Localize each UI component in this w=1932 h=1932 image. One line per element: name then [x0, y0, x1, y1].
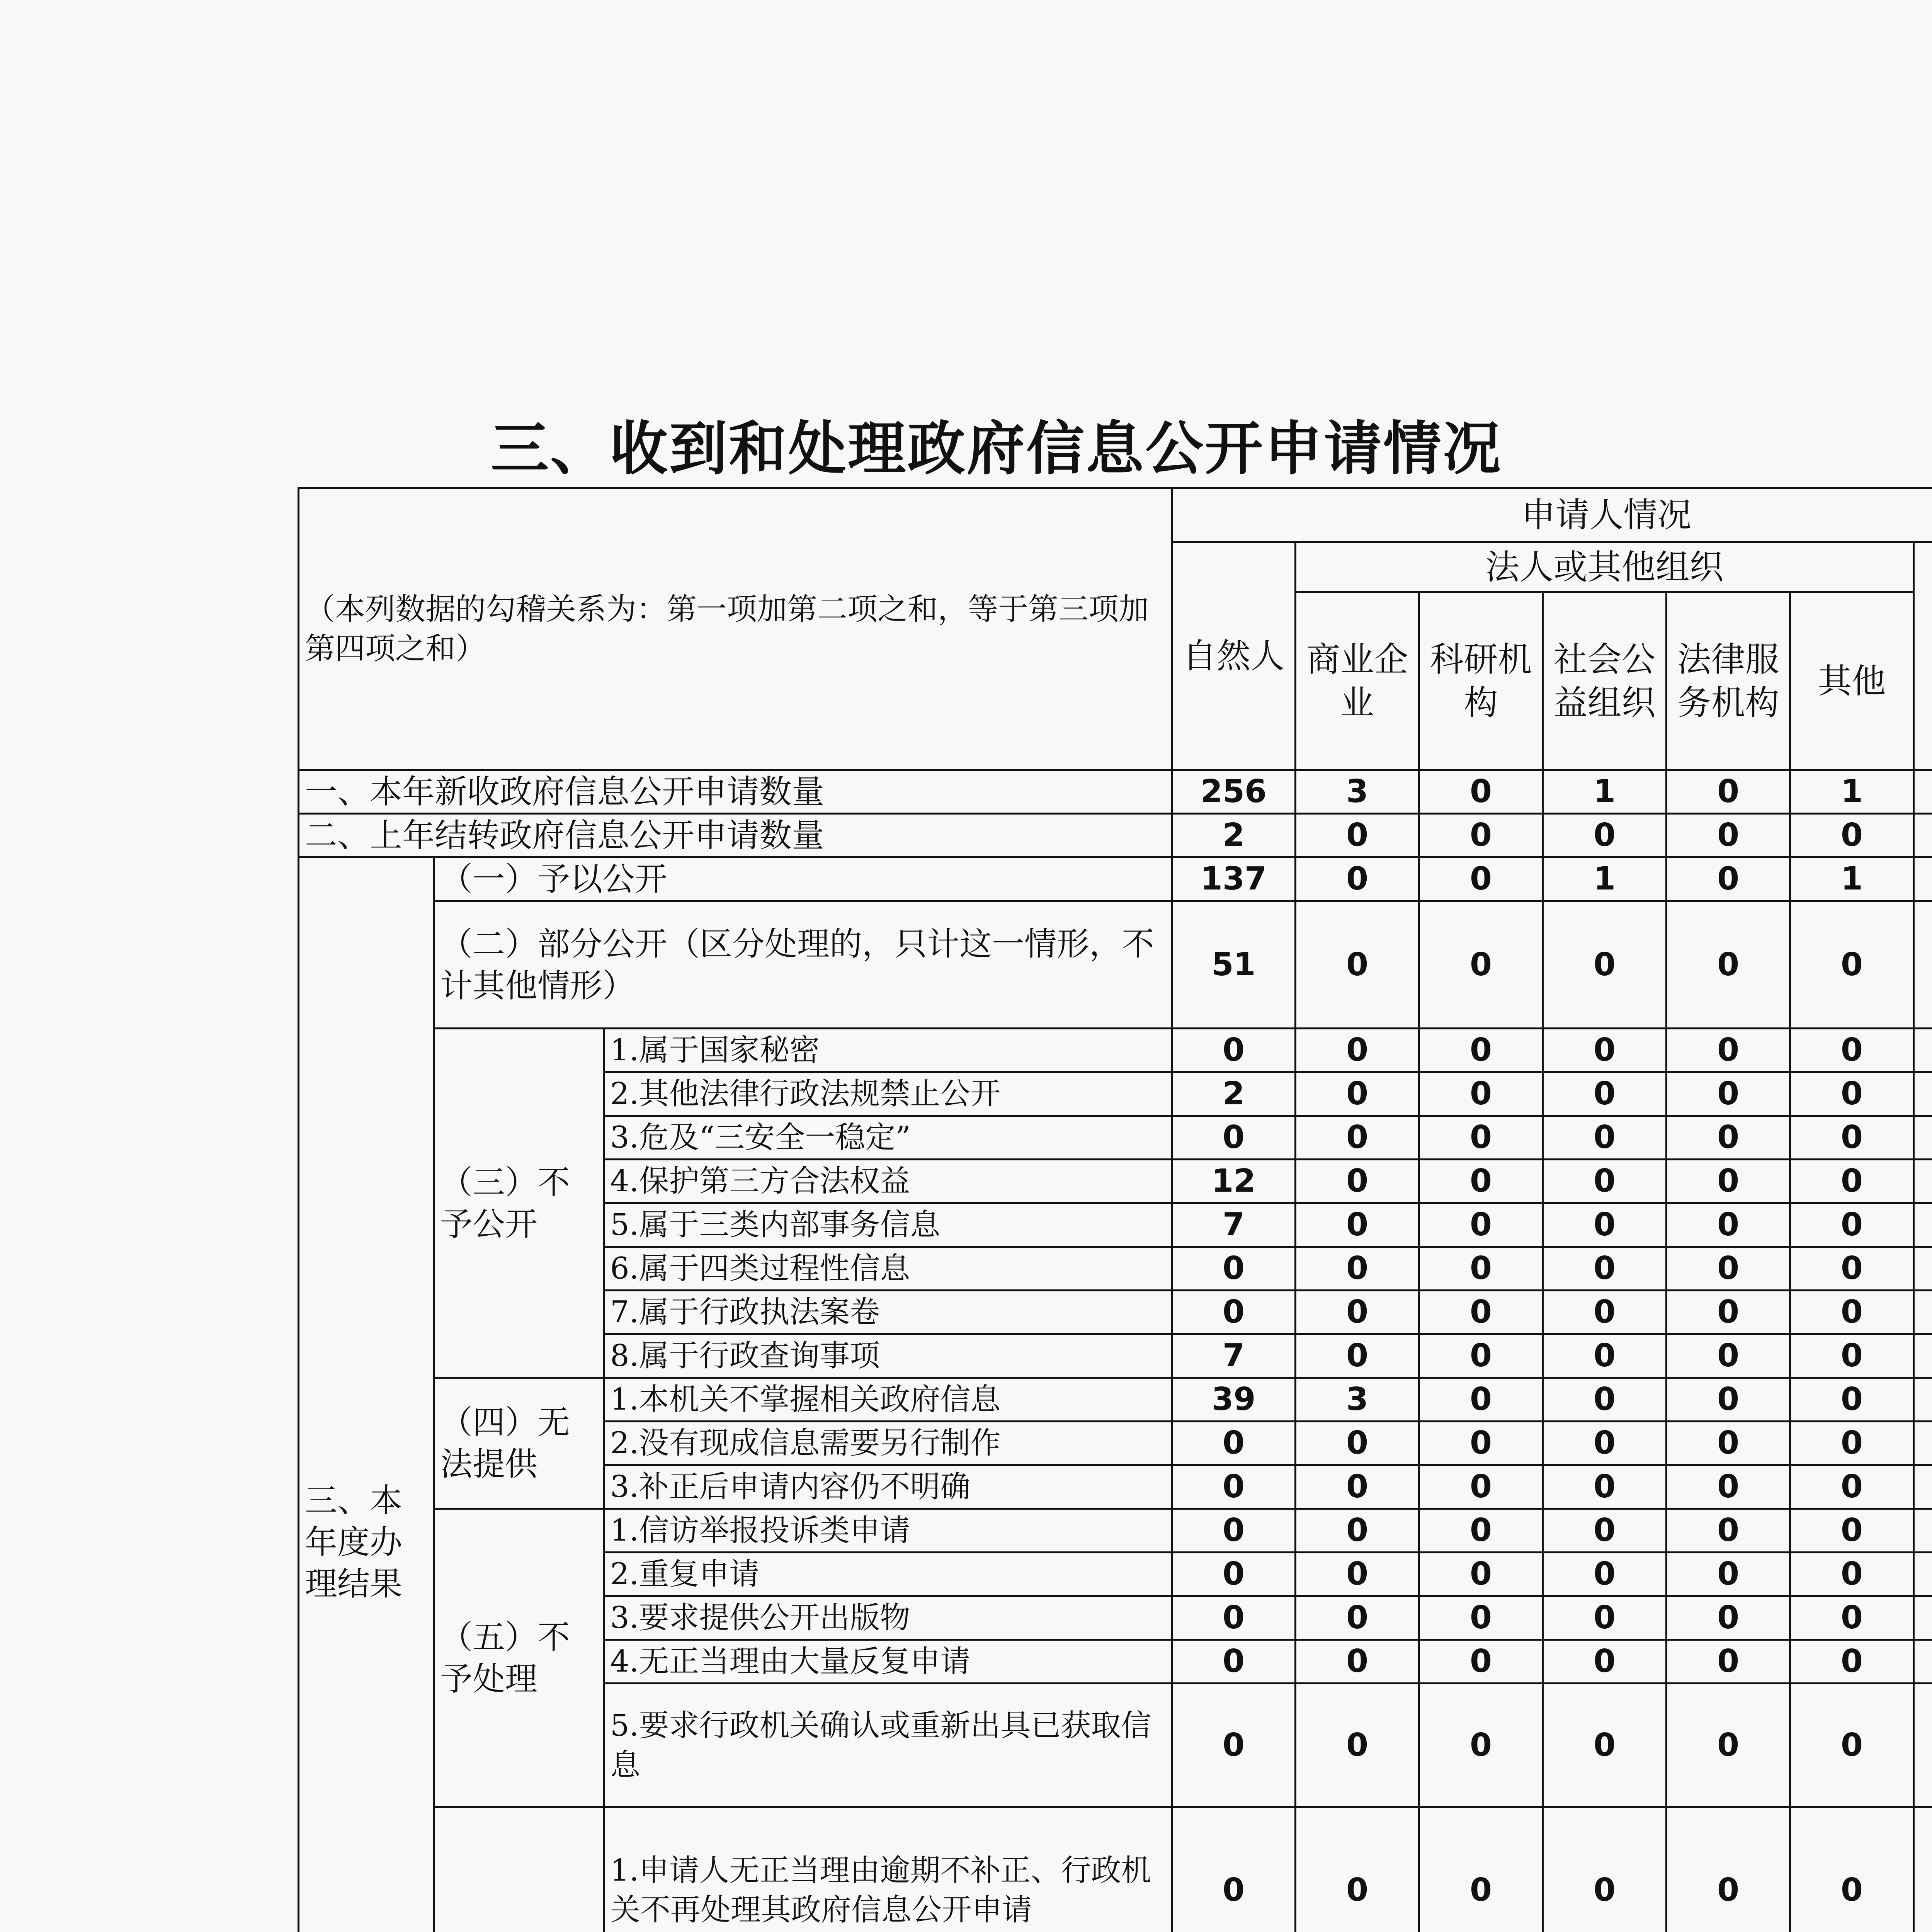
value-cell [1914, 1247, 1932, 1291]
value-cell: 0 [1790, 1422, 1914, 1465]
value-cell: 0 [1667, 814, 1790, 857]
value-cell: 0 [1667, 1684, 1790, 1807]
value-cell [1914, 1553, 1932, 1596]
section3-title: 三、收到和处理政府信息公开申请情况 [491, 415, 1503, 483]
value-cell: 0 [1296, 1334, 1419, 1378]
value-cell: 0 [1543, 1116, 1667, 1160]
value-cell: 3 [1296, 770, 1419, 814]
value-cell: 0 [1419, 1160, 1543, 1203]
row-carry-label: 二、上年结转政府信息公开申请数量 [299, 814, 1172, 857]
value-cell: 0 [1790, 1465, 1914, 1509]
header-applicant: 申请人情况 [1172, 488, 1932, 542]
reason-label: 2.重复申请 [604, 1553, 1172, 1596]
value-cell [1914, 901, 1932, 1029]
value-cell [1914, 770, 1932, 814]
value-cell: 0 [1419, 901, 1543, 1029]
value-cell: 1 [1790, 857, 1914, 901]
reason-label: 8.属于行政查询事项 [604, 1334, 1172, 1378]
value-cell: 0 [1543, 1807, 1667, 1932]
value-cell: 0 [1543, 814, 1667, 857]
value-cell: 0 [1667, 1553, 1790, 1596]
value-cell: 0 [1667, 1465, 1790, 1509]
value-cell [1914, 1334, 1932, 1378]
reason-label: 3.危及“三安全一稳定” [604, 1116, 1172, 1160]
header-other: 其他 [1790, 592, 1914, 770]
value-cell: 0 [1667, 1509, 1790, 1553]
value-cell: 0 [1790, 1203, 1914, 1247]
value-cell: 0 [1172, 1684, 1296, 1807]
value-cell: 0 [1790, 1029, 1914, 1072]
value-cell: 0 [1790, 1116, 1914, 1160]
value-cell: 0 [1419, 857, 1543, 901]
value-cell [1914, 1029, 1932, 1072]
value-cell [1914, 857, 1932, 901]
value-cell: 0 [1543, 1160, 1667, 1203]
value-cell: 0 [1790, 1596, 1914, 1640]
value-cell: 51 [1172, 901, 1296, 1029]
value-cell: 0 [1172, 1553, 1296, 1596]
value-cell: 0 [1667, 1116, 1790, 1160]
value-cell: 0 [1543, 1596, 1667, 1640]
value-cell: 0 [1790, 1807, 1914, 1932]
value-cell: 0 [1543, 1684, 1667, 1807]
value-cell: 0 [1419, 1291, 1543, 1334]
value-cell: 0 [1419, 1509, 1543, 1553]
value-cell: 0 [1667, 901, 1790, 1029]
value-cell: 0 [1790, 1334, 1914, 1378]
reason-label: 7.属于行政执法案卷 [604, 1291, 1172, 1334]
value-cell: 0 [1667, 1640, 1790, 1684]
value-cell: 0 [1296, 1247, 1419, 1291]
value-cell: 0 [1296, 1422, 1419, 1465]
value-cell: 0 [1296, 1509, 1419, 1553]
value-cell: 0 [1296, 1160, 1419, 1203]
value-cell: 0 [1543, 1640, 1667, 1684]
value-cell: 0 [1419, 770, 1543, 814]
header-natural: 自然人 [1172, 542, 1296, 770]
value-cell: 0 [1790, 1247, 1914, 1291]
value-cell: 0 [1419, 1334, 1543, 1378]
value-cell: 39 [1172, 1378, 1296, 1422]
group-unable-label: （四）无法提供 [434, 1378, 604, 1509]
value-cell: 0 [1296, 1116, 1419, 1160]
value-cell [1914, 1422, 1932, 1465]
value-cell: 1 [1543, 770, 1667, 814]
value-cell [1914, 1509, 1932, 1553]
value-cell: 0 [1296, 1684, 1419, 1807]
value-cell: 0 [1172, 1422, 1296, 1465]
value-cell: 0 [1667, 1160, 1790, 1203]
value-cell: 0 [1172, 1247, 1296, 1291]
reason-label: 3.要求提供公开出版物 [604, 1596, 1172, 1640]
value-cell: 0 [1172, 1596, 1296, 1640]
row-open-label: （一）予以公开 [434, 857, 1172, 901]
reason-label: 1.申请人无正当理由逾期不补正、行政机关不再处理其政府信息公开申请 [604, 1807, 1172, 1932]
value-cell [1914, 1640, 1932, 1684]
value-cell: 0 [1296, 1553, 1419, 1596]
application-table [298, 487, 1932, 1932]
value-cell: 0 [1667, 1029, 1790, 1072]
reason-label: 1.本机关不掌握相关政府信息 [604, 1378, 1172, 1422]
value-cell: 137 [1172, 857, 1296, 901]
value-cell [1914, 1378, 1932, 1422]
value-cell: 0 [1419, 1553, 1543, 1596]
value-cell: 0 [1543, 1509, 1667, 1553]
group-other-process-label [434, 1807, 604, 1932]
value-cell: 3 [1296, 1378, 1419, 1422]
value-cell: 256 [1172, 770, 1296, 814]
value-cell: 1 [1790, 770, 1914, 814]
value-cell: 0 [1172, 1291, 1296, 1334]
value-cell: 7 [1172, 1203, 1296, 1247]
value-cell: 0 [1667, 1807, 1790, 1932]
value-cell: 0 [1172, 1807, 1296, 1932]
value-cell: 0 [1790, 1072, 1914, 1116]
value-cell: 0 [1419, 1029, 1543, 1072]
row-partial-label: （二）部分公开（区分处理的，只计这一情形，不计其他情形） [434, 901, 1172, 1029]
value-cell: 12 [1172, 1160, 1296, 1203]
value-cell: 0 [1419, 1640, 1543, 1684]
value-cell [1914, 1160, 1932, 1203]
value-cell: 0 [1296, 901, 1419, 1029]
value-cell [1914, 1596, 1932, 1640]
value-cell: 0 [1543, 1029, 1667, 1072]
value-cell: 0 [1419, 1465, 1543, 1509]
value-cell: 0 [1543, 1334, 1667, 1378]
header-note: （本列数据的勾稽关系为：第一项加第二项之和，等于第三项加第四项之和） [299, 488, 1172, 770]
value-cell: 0 [1790, 1640, 1914, 1684]
value-cell: 0 [1296, 857, 1419, 901]
header-research: 科研机构 [1419, 592, 1543, 770]
value-cell: 0 [1296, 1596, 1419, 1640]
group-no-process-label: （五）不予处理 [434, 1509, 604, 1807]
value-cell: 0 [1667, 1291, 1790, 1334]
group-not-open-label: （三）不予公开 [434, 1029, 604, 1378]
value-cell: 0 [1296, 1072, 1419, 1116]
value-cell: 0 [1790, 1378, 1914, 1422]
reason-label: 2.其他法律行政法规禁止公开 [604, 1072, 1172, 1116]
value-cell [1914, 1807, 1932, 1932]
reason-label: 2.没有现成信息需要另行制作 [604, 1422, 1172, 1465]
value-cell: 7 [1172, 1334, 1296, 1378]
value-cell: 0 [1296, 1465, 1419, 1509]
value-cell [1914, 1291, 1932, 1334]
results-label: 三、本年度办理结果 [299, 857, 434, 1932]
value-cell: 0 [1172, 1116, 1296, 1160]
reason-label: 1.信访举报投诉类申请 [604, 1509, 1172, 1553]
value-cell: 0 [1667, 1334, 1790, 1378]
value-cell: 0 [1296, 814, 1419, 857]
reason-label: 1.属于国家秘密 [604, 1029, 1172, 1072]
value-cell: 0 [1543, 1378, 1667, 1422]
value-cell: 0 [1419, 1596, 1543, 1640]
value-cell: 0 [1543, 1553, 1667, 1596]
value-cell: 0 [1419, 814, 1543, 857]
value-cell: 0 [1667, 1378, 1790, 1422]
value-cell: 0 [1419, 1247, 1543, 1291]
value-cell: 0 [1296, 1807, 1419, 1932]
value-cell [1914, 1072, 1932, 1116]
value-cell: 0 [1419, 1378, 1543, 1422]
value-cell: 2 [1172, 1072, 1296, 1116]
value-cell: 0 [1790, 1160, 1914, 1203]
reason-label: 4.保护第三方合法权益 [604, 1160, 1172, 1203]
value-cell: 0 [1296, 1640, 1419, 1684]
value-cell: 0 [1172, 1029, 1296, 1072]
value-cell: 0 [1667, 1422, 1790, 1465]
reason-label: 3.补正后申请内容仍不明确 [604, 1465, 1172, 1509]
value-cell [1914, 814, 1932, 857]
value-cell: 0 [1543, 901, 1667, 1029]
value-cell: 0 [1543, 1465, 1667, 1509]
reason-label: 5.属于三类内部事务信息 [604, 1203, 1172, 1247]
value-cell: 0 [1790, 1509, 1914, 1553]
value-cell: 0 [1296, 1029, 1419, 1072]
value-cell: 0 [1790, 1553, 1914, 1596]
value-cell: 0 [1543, 1247, 1667, 1291]
value-cell: 1 [1543, 857, 1667, 901]
value-cell: 0 [1543, 1072, 1667, 1116]
value-cell: 0 [1667, 1072, 1790, 1116]
row-new-label: 一、本年新收政府信息公开申请数量 [299, 770, 1172, 814]
value-cell: 0 [1419, 1116, 1543, 1160]
value-cell: 0 [1543, 1291, 1667, 1334]
reason-label: 5.要求行政机关确认或重新出具已获取信息 [604, 1684, 1172, 1807]
reason-label: 6.属于四类过程性信息 [604, 1247, 1172, 1291]
value-cell: 0 [1296, 1291, 1419, 1334]
value-cell: 0 [1419, 1203, 1543, 1247]
value-cell: 0 [1667, 1247, 1790, 1291]
value-cell: 0 [1419, 1807, 1543, 1932]
value-cell: 0 [1790, 901, 1914, 1029]
value-cell: 0 [1296, 1203, 1419, 1247]
reason-label: 4.无正当理由大量反复申请 [604, 1640, 1172, 1684]
value-cell: 0 [1172, 1465, 1296, 1509]
value-cell: 2 [1172, 814, 1296, 857]
value-cell: 0 [1543, 1422, 1667, 1465]
value-cell: 0 [1543, 1203, 1667, 1247]
value-cell: 0 [1172, 1640, 1296, 1684]
header-commercial: 商业企业 [1296, 592, 1419, 770]
value-cell: 0 [1667, 857, 1790, 901]
header-legal-service: 法律服务机构 [1667, 592, 1790, 770]
value-cell [1914, 1465, 1932, 1509]
value-cell: 0 [1790, 1684, 1914, 1807]
value-cell: 0 [1667, 1596, 1790, 1640]
value-cell: 0 [1790, 1291, 1914, 1334]
header-total [1914, 542, 1932, 770]
value-cell: 0 [1667, 770, 1790, 814]
header-social: 社会公益组织 [1543, 592, 1667, 770]
value-cell: 0 [1419, 1684, 1543, 1807]
value-cell: 0 [1419, 1422, 1543, 1465]
header-legal: 法人或其他组织 [1296, 542, 1914, 592]
value-cell: 0 [1667, 1203, 1790, 1247]
value-cell: 0 [1419, 1072, 1543, 1116]
value-cell: 0 [1172, 1509, 1296, 1553]
value-cell [1914, 1684, 1932, 1807]
value-cell: 0 [1790, 814, 1914, 857]
value-cell [1914, 1203, 1932, 1247]
value-cell [1914, 1116, 1932, 1160]
